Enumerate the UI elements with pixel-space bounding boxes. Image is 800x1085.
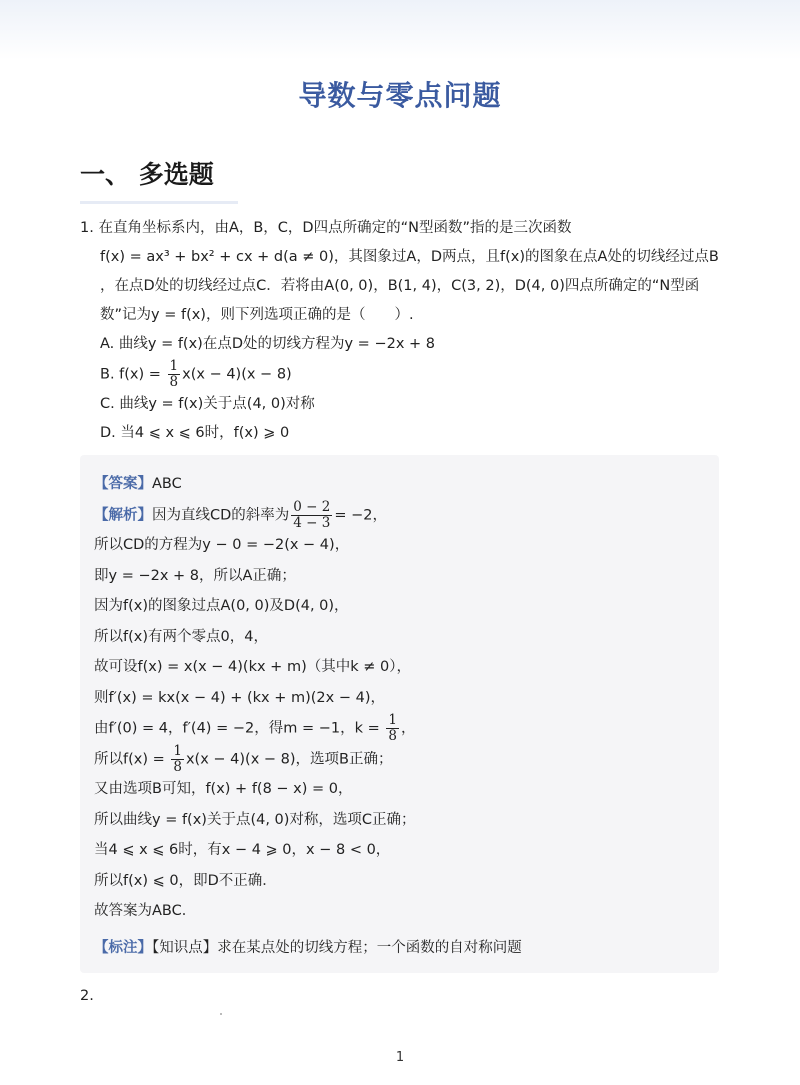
fraction-denominator: 8 bbox=[388, 728, 397, 744]
analysis-line: 故可设f(x) = x(x − 4)(kx + m)（其中k ≠ 0）， bbox=[94, 659, 411, 675]
option-b bbox=[80, 359, 740, 390]
question-2-label: 2. bbox=[80, 988, 94, 1004]
option-c: C. 曲线y = f(x)关于点(4, 0)对称 bbox=[100, 396, 315, 412]
analysis-line bbox=[94, 500, 709, 531]
analysis-text: x(x − 4)(x − 8)，选项B正确； bbox=[185, 751, 393, 767]
fraction-numerator: 0 − 2 bbox=[293, 498, 331, 515]
page-title: 导数与零点问题 bbox=[298, 79, 502, 112]
question-1 bbox=[80, 214, 740, 448]
fraction-numerator: 1 bbox=[388, 712, 397, 728]
option-a: A. 曲线y = f(x)在点D处的切线方程为y = −2x + 8 bbox=[100, 336, 435, 352]
analysis-line: 所以f(x)有两个零点0，4， bbox=[94, 628, 268, 645]
answer-box bbox=[80, 455, 719, 973]
analysis-line: 则f′(x) = kx(x − 4) + (kx + m)(2x − 4)， bbox=[94, 689, 385, 706]
fraction bbox=[291, 500, 332, 531]
fraction-denominator: 8 bbox=[169, 374, 179, 390]
analysis-line: 所以f(x) ⩽ 0，即D不正确． bbox=[94, 872, 277, 889]
question-stem-line: 数”记为y = f(x)，则下列选项正确的是（ ）. bbox=[100, 307, 414, 323]
analysis-line: 所以曲线y = f(x)关于点(4, 0)对称，选项C正确； bbox=[94, 811, 416, 828]
answer-tag: 【答案】 bbox=[94, 476, 152, 492]
analysis-text: ， bbox=[400, 720, 416, 737]
fraction-numerator: 1 bbox=[173, 742, 182, 759]
question-stem-line: f(x) = ax³ + bx² + cx + d(a ≠ 0)，其图象过A，D两点，且f(x)的图象在点A处的切线经过点B bbox=[100, 249, 719, 265]
analysis-line bbox=[94, 713, 709, 744]
analysis-line: 因为f(x)的图象过点A(0, 0)及D(4, 0)， bbox=[94, 598, 349, 614]
note-line bbox=[94, 933, 709, 964]
section-heading bbox=[80, 155, 238, 204]
analysis-text: 所以f(x) = bbox=[94, 751, 170, 767]
analysis-line: 所以CD的方程为y − 0 = −2(x − 4)， bbox=[94, 537, 350, 553]
analysis-line: 故答案为ABC． bbox=[94, 903, 197, 919]
analysis-text: 由f′(0) = 4，f′(4) = −2，得m = −1，k = bbox=[94, 720, 385, 737]
decorative-dot bbox=[220, 1013, 222, 1015]
question-stem-line: 1. 在直角坐标系内，由A，B，C，D四点所确定的“N型函数”指的是三次函数 bbox=[80, 220, 572, 236]
option-b-expression: x(x − 4)(x − 8) bbox=[182, 366, 292, 383]
answer-line bbox=[94, 469, 709, 500]
analysis-line: 即y = −2x + 8，所以A正确； bbox=[94, 567, 296, 584]
fraction bbox=[386, 713, 399, 744]
fraction-denominator: 4 − 3 bbox=[293, 514, 331, 531]
page-number: 1 bbox=[395, 1050, 405, 1065]
analysis-tag: 【解析】 bbox=[94, 507, 152, 523]
fraction-denominator: 8 bbox=[173, 758, 182, 775]
analysis-text: = −2， bbox=[334, 507, 388, 523]
section-title: 一、 多选题 bbox=[80, 160, 214, 189]
analysis-text: 因为直线CD的斜率为 bbox=[152, 507, 290, 523]
option-b-label: B. f(x) = bbox=[100, 366, 166, 383]
fraction bbox=[168, 359, 181, 390]
analysis-line: 当4 ⩽ x ⩽ 6时，有x − 4 ⩾ 0，x − 8 < 0， bbox=[94, 842, 391, 858]
analysis-line bbox=[94, 744, 709, 775]
option-d: D. 当4 ⩽ x ⩽ 6时，f(x) ⩾ 0 bbox=[100, 425, 290, 441]
fraction-numerator: 1 bbox=[169, 358, 179, 374]
fraction bbox=[171, 744, 184, 775]
note-text: 【知识点】求在某点处的切线方程；一个函数的自对称问题 bbox=[152, 939, 522, 956]
analysis-line: 又由选项B可知，f(x) + f(8 − x) = 0， bbox=[94, 781, 353, 797]
note-tag: 【标注】 bbox=[94, 939, 152, 956]
answer-value: ABC bbox=[152, 476, 182, 492]
question-stem-line: ，在点D处的切线经过点C．若将由A(0, 0)，B(1, 4)，C(3, 2)，D(4, 0)四点所确定的“N型函 bbox=[100, 278, 700, 294]
